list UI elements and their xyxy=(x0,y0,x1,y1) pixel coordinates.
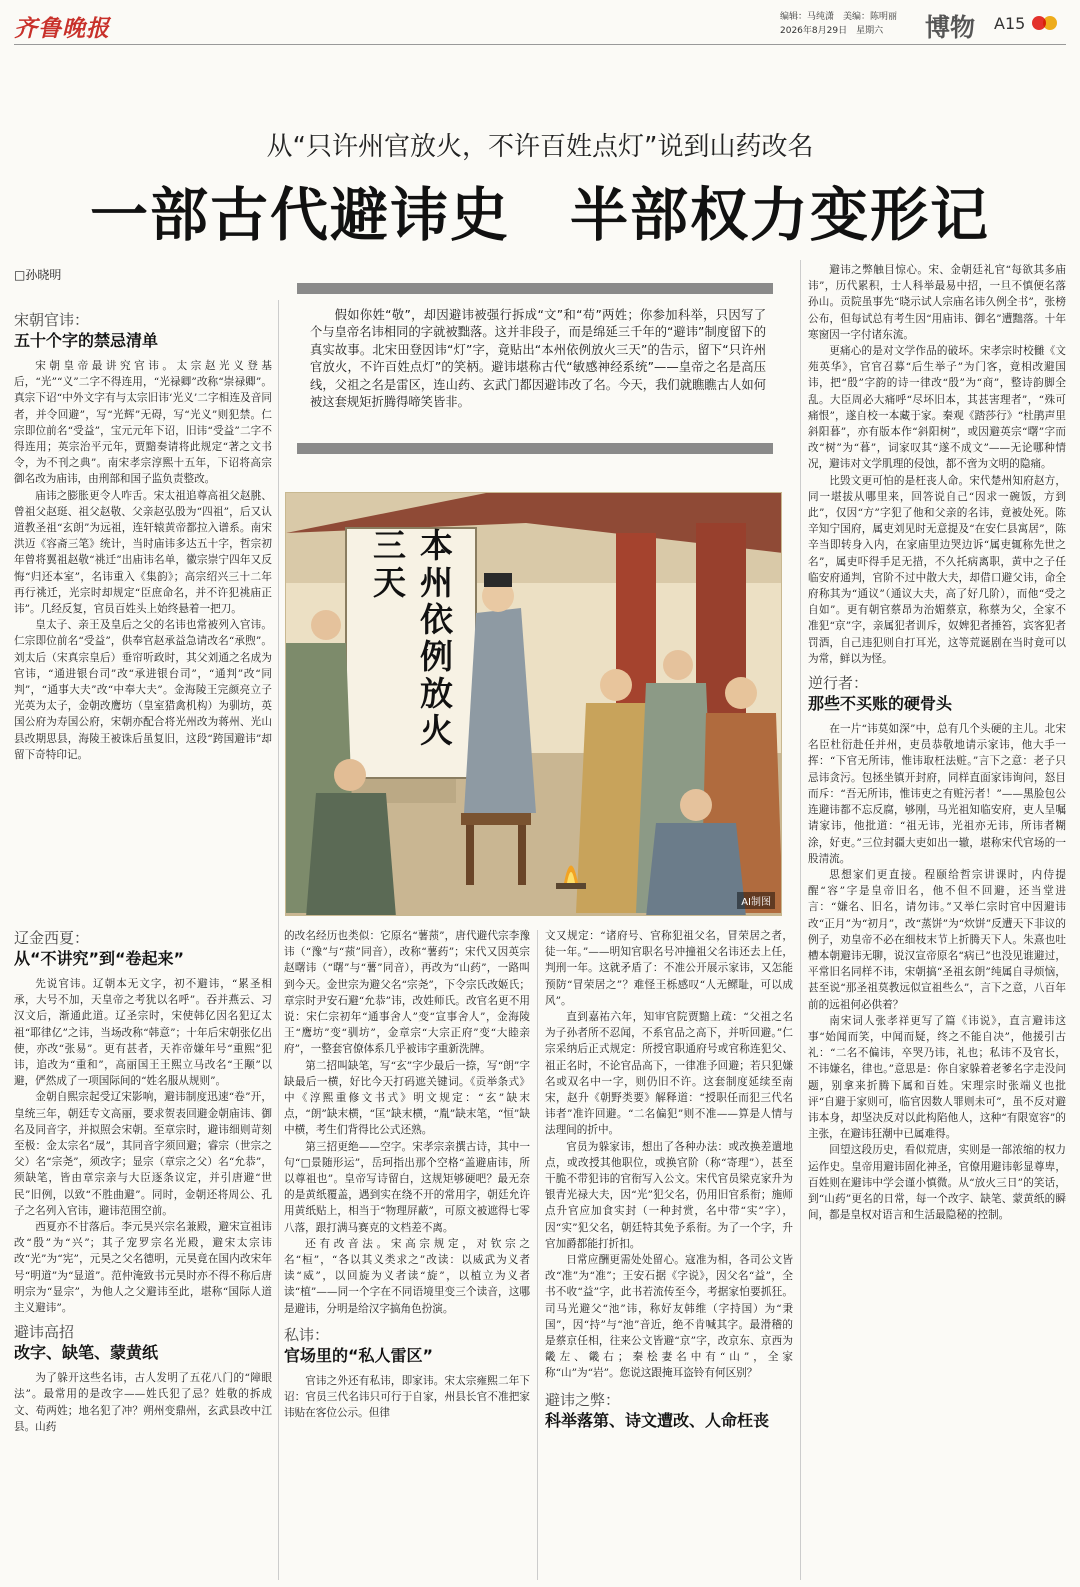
lead-top-bar xyxy=(297,283,773,294)
paragraph: 回望这段历史，看似荒唐，实则是一部浓缩的权力运作史。皇帝用避讳固化神圣，官僚用避讳彰显尊卑，百姓则在避讳中学会谨小慎微。从“放火三日”的笑话，到“山药”更名的日常，每一个改字、缺笔、蒙黄纸的瞬间，都是皇权对语言和生活最隐秘的控制。 xyxy=(808,1144,1066,1222)
column-1 xyxy=(14,310,272,763)
header-divider xyxy=(14,44,1066,45)
column-2 xyxy=(284,928,530,1421)
article-subheadline: 从“只许州官放火，不许百姓点灯”说到山药改名 xyxy=(266,132,814,162)
illustration-caption: AI制图 xyxy=(737,892,775,909)
section-title: 五十个字的禁忌清单 xyxy=(14,331,159,350)
paragraph: 文又规定：“诸府号、官称犯祖父名，冒荣居之者，徒一年。”——明知官职名号冲撞祖父名讳还去上任，判刑一年。这就矛盾了：不准公开展示家讳，又怎能预防“冒荣居之”？难怪王栎感叹“人无鳏耻，可以成风”。 xyxy=(545,930,793,1007)
section-title: 从“不讲究”到“卷起来” xyxy=(14,949,185,968)
paragraph: 庙讳之膨胀更令人咋舌。宋太祖追尊高祖父赵朓、曾祖父赵珽、祖父赵敬、父亲赵弘殷为“四祖”，后又认道教圣祖“玄朗”为远祖，连轩辕黄帝都拉入谱系。南宋洪迈《容斋三笔》统计，当时庙讳多达五十字，哲宗初年曾将翼祖赵敬“祧迁”出庙讳名单，徽宗崇宁四年又反悔“归还本室”，名讳重入《集韵》；高宗绍兴三十二年再行祧迁，光宗时却规定“臣庶命名，并不许犯祧庙正讳”。几经反复，官员百姓头上始终悬着一把刀。 xyxy=(14,489,272,616)
edition-info xyxy=(780,10,897,38)
article-headline: 一部古代避讳史 半部权力变形记 xyxy=(89,181,990,249)
paragraph: 避讳之弊触目惊心。宋、金朝廷礼官“每欲其多庙讳”，历代累积，士人科举最易中招，一旦不慎便名落孙山。贡院虽事先“晓示试人宗庙名讳久例全书”，张榜公布，但每试总有考生因“用庙讳、御名”遭黜落。十年寒窗因一字付诸东流。 xyxy=(808,264,1066,341)
lead-paragraph xyxy=(310,307,766,411)
paragraph: 直到嘉祐六年，知审官院贾黯上疏：“父祖之名为子孙者所不忍闻，不系官品之高下，并听回避。”仁宗采纳后正式规定：所授官职通府号或官称连犯父、祖正名时，不论官品高下，一律准予回避；若只犯嫌名或双名中一字，则仍旧不许。这套制度延续至南宋，赵升《朝野类要》解释道：“授职任而犯三代名讳者”准许回避。“二名偏犯”则不准——算是人情与法理间的折中。 xyxy=(545,1011,793,1137)
column-divider xyxy=(800,260,801,1580)
section-title: 官场里的“私人雷区” xyxy=(284,1345,434,1365)
paragraph: 比毁文更可怕的是枉丧人命。宋代楚州知府赵方，同一堪拔从哪里来，回答说自己“因求一碗饭，方到此”，仅因“方”字犯了他和父亲的名讳，竟被处死。陈辛知宁国府，属吏刘见时无意提及“在安仁县寓居”，陈辛当即转身入内，在家庙里边哭边诉“属吏辄称先世之名”，属吏吓得手足无措，不久托病离职，黄中之子任临安府通判，官阶不过中散大夫，却借口避父讳，命全府称其为“通议”（通议大夫，高了好几阶），而他“受之自如”。更有朝官蔡昂为治媚蔡京，称蔡为父，全家不准犯“京”字，亲属犯者训斥，奴婢犯者捶笞，宾客犯者罚酒，自己违犯则自打耳光，这等荒诞剧在当时竟可以为常，鲜以为怪。 xyxy=(808,474,1066,665)
section-label: 避讳之弊： xyxy=(545,1390,621,1409)
column-3 xyxy=(545,928,793,1438)
paragraph: 宋朝皇帝最讲究官讳。太宗赵光义登基后，“光”“义”二字不得连用，“光禄卿”改称“崇禄卿”。真宗下诏“中外文字有与太宗旧讳‘光义’二字相连及音同者，并令回避”，写“光辉”无碍，写“光义”则犯禁。仁宗即位前名“受益”，宝元元年下诏，旧讳“受益”二字不得连用；英宗治平元年，贾黯奏请将此规定“著之文书令，为不刊之典”。南宋孝宗淳熙十五年，下诏将高宗御名改为庙讳，由刑部和国子监负责整改。 xyxy=(14,360,272,486)
page-number: A15 xyxy=(994,14,1026,33)
paragraph: 南宋词人张孝祥更写了篇《讳说》，直言避讳这事“始闻而笑，中闻而疑，终之不能自决”，他援引古礼：“二名不偏讳，卒哭乃讳，礼也；私讳不及官长，不讳嫌名，律也。”意思是：你自家躲着老爹名字走没问题，别拿来折腾下属和百姓。宋理宗时张端义也批评“自避于家则可，临官因数人罪则未可”，虽不反对避讳本身，却坚决反对以此构陷他人，这种“有限宽容”的主张，在避讳狂潮中已属难得。 xyxy=(808,1014,1066,1141)
section-title: 那些不买账的硬骨头 xyxy=(808,694,953,714)
lead-bottom-bar xyxy=(297,443,773,454)
newspaper-logo: 齐鲁晚报 xyxy=(14,16,110,42)
byline: □孙晓明 xyxy=(14,268,62,282)
paragraph: 西夏亦不甘落后。李元昊兴宗名兼殿，避宋宣祖讳改“殷”为“兴”；其子宠罗宗名光殿，避宋太宗讳改“光”为“宪”，元昊之父名德明，元昊竟在国内改宋年号“明道”为“显道”。范仲淹致书元昊时亦不得不称后唐明宗为“显宗”，为他人之父避讳至此，堪称“国际人道主义避讳”。 xyxy=(14,1221,272,1315)
section-label: 避讳高招 xyxy=(14,1323,75,1342)
paragraph: 金朝自熙宗起受辽宋影响，避讳制度迅速“卷”开，皇统三年，朝廷专文高丽，要求贺表回避金朝庙讳、御名及同音字，并拟照会宋朝。至章宗时，避讳细则苛刻至极：金太宗名“晟”，其同音字须回避；睿宗（世宗之父）名“宗尧”，须改字；显宗（章宗之父）名“允恭”，须缺笔，皆由章宗亲与大臣逐条议定，并引唐避“世民”旧例，以致“不胜曲避”。同时，金朝还将周公、孔子之名列入官讳，避讳范围空前。 xyxy=(14,1091,272,1217)
paragraph: 第三招更绝——空字。宋孝宗亲撰古诗，其中一句“□景随形运”，岳珂指出那个空格“盖避庙讳，所以尊祖也”。皇帝写诗留白，这规矩够硬吧？最无奈的是黄纸覆盖，遇到实在绕不开的常用字，朝廷允许用黄纸贴上，相当于“物理屏蔽”，可原文被遮得七零八落，跟打满马赛克的文档差不离。 xyxy=(284,1140,530,1234)
paragraph: 皇太子、亲王及皇后之父的名讳也常被列入官讳。仁宗即位前名“受益”，供奉官赵承益急请改名“承煦”。刘太后（宋真宗皇后）垂帘听政时，其父刘通之名成为官讳，“通进银台司”改“承进银台司”，“通判”改“同判”，“通事大夫”改“中奉大夫”。金海陵王完颜亮立子光英为太子，金朝改鹰坊（皇室猎禽机构）为驯坊，英国公府为寿国公府，宋朝亦配合将光州改为蒋州、光山县改期思县，海陵王被诛后虽复旧，这段“跨国避讳”却留下奇特印记。 xyxy=(14,619,272,761)
paragraph: 先说官讳。辽朝本无文字，初不避讳，“累圣相承，大号不加，天皇帝之考犹以名呼”。吞并燕云、习汉文后，渐通此道。辽圣宗时，宋使韩亿因名犯辽太祖“耶律亿”之讳，当场改称“韩意”；十年后宋朝张亿出使，亦改“张易”。更有甚者，天祚帝嫌年号“重熙”犯讳，追改为“重和”，高丽国王王熙立马改名“王颙”以避，俨然成了一项国际间的“姓名服从规则”。 xyxy=(14,978,272,1088)
section-dot-icon xyxy=(1043,16,1057,30)
column-divider xyxy=(278,300,279,1580)
column-4 xyxy=(808,262,1066,1223)
issue-date: 2026年8月29日 星期六 xyxy=(780,26,884,36)
paragraph: 更痛心的是对文学作品的破坏。宋孝宗时校雠《文苑英华》，官官召募“后生举子”为门客，竟相改避国讳，把“殷”字韵的诗一律改“殷”为“商”，整诗韵脚全乱。大臣周必大痛呼“尽坏旧本，其甚害理者”，“殊可痛恨”，遂自校一本藏于家。秦观《踏莎行》“杜鹃声里斜阳暮”，亦有版本作“斜阳树”，或因避英宗“曙”字而改“树”为“暮”，词家叹其“遂不成文”——无论哪种情况，避讳对文学肌理的侵蚀，都不啻为文明的隐痛。 xyxy=(808,345,1066,471)
paragraph: 还有改音法。宋高宗规定，对钦宗之名“桓”，“各以其义类求之”改读：以威武为义者读“威”，以回旋为义者读“旋”，以植立为义者读“植”——同一个字在不同语境里变三个读音，这哪是避讳，分明是给汉字搞角色扮演。 xyxy=(284,1237,530,1315)
paragraph: 官讳之外还有私讳，即家讳。宋太宗雍熙二年下诏：官员三代名讳只可行于自家，州县长官不准把家讳贴在客位公示。但律 xyxy=(284,1374,530,1420)
paragraph: 日常应酬更需处处留心。寇准为相，各司公文皆改“准”为“准”；王安石据《字说》，因父名“益”，全书不收“益”字，此书若流传至今，考据家怕要抓狂。司马光避父“池”讳，称好友韩维（字持国）为“秉国”，因“持”与“池”音近，绝不肯喊其字。最滑稽的是蔡京任相，往来公文皆避“京”字，改京东、京西为畿左、畿右；秦桧妻名中有“山”，全家称“山”为“岩”。您说这跟掩耳盗铃有何区别？ xyxy=(545,1254,793,1380)
paragraph: 第二招叫缺笔，写“玄”字少最后一捺，写“朗”字缺最后一横，好比今天打码遮关键词。《贡举条式》中《淳熙重修文书式》明文规定：“玄”缺末点，“朗”缺末横，“匡”缺末横，“胤”缺末笔，“恒”缺中横，考生们背得比公式还熟。 xyxy=(284,1059,530,1137)
section-label: 私讳： xyxy=(284,1325,330,1344)
paragraph: 在一片“讳莫如深”中，总有几个头硬的主儿。北宋名臣杜衍赴任并州，吏员恭敬地请示家讳，他大手一挥：“下官无所讳，惟讳取枉法赃。”言下之意：老子只忌讳贪污。包拯坐镇开封府，同样直面家讳询问，怒目而斥：“吾无所讳，惟讳吏之有赃污者！”——黑脸包公连避讳都不忘反腐，够刚，马光祖知临安府，吏人呈嘱请家讳，他批道：“祖无讳，光祖亦无讳，所讳者糊涂，好吏。”三位封疆大吏如出一辙，堪称宋代官场的一股清流。 xyxy=(808,723,1066,865)
article-illustration xyxy=(285,492,782,916)
section-name: 博物 xyxy=(925,13,976,42)
paragraph: 思想家们更直接。程颐给哲宗讲课时，内侍提醒“容”字是皇帝旧名，他不但不回避，还当堂进言：“嫌名、旧名，请勿讳。”又举仁宗时官中因避讳改“正月”为“初月”，改“蒸饼”为“炊饼”反遭天下非议的例子，劝皇帝不必在细枝末节上折腾天下人。朱熹也吐槽本朝避讳无聊，说汉宣帝原名“病已”也没见谁避过，平常旧名同样不讳，宋朝搞“圣祖玄朗”纯属自寻烦恼，甚至说“那圣祖莫教远似宣祖些么”，言下之意，八百年前的远祖何必供着？ xyxy=(808,868,1066,1011)
notice-board xyxy=(346,528,476,778)
section-label: 宋朝官讳： xyxy=(14,311,90,329)
section-label: 逆行者： xyxy=(808,674,869,693)
paragraph: 的改名经历也类似：它原名“薯蓣”，唐代避代宗李豫讳（“豫”与“蓣”同音），改称“薯药”；宋代又因英宗赵曙讳（“曙”与“薯”同音），再改为“山药”，一路叫到今天。金世宗为避父名“宗尧”，下令宗氏改姬氏；章宗时尹安石避“允恭”讳，改姓师氏。改官名更不用说：宋仁宗初年“通事舍人”变“宣事舍人”，金海陵王“鹰坊”变“驯坊”，金章宗“大宗正府”变“大睦亲府”，一整套官僚体系几乎被讳字重新洗牌。 xyxy=(284,930,530,1056)
notice-text: 本州依例放火三天 xyxy=(368,528,454,750)
lead-text: 假如你姓“敬”，却因避讳被强行拆成“文”和“苟”两姓；你参加科举，只因写了个与皇帝名讳相同的字就被黜落。这并非段子，而是绵延三千年的“避讳”制度留下的真实故事。北宋田登因讳“灯”字，竟贴出“本州依例放火三天”的告示，留下“只许州官放火，不许百姓点灯”的笑柄。避讳堪称古代“敏感神经系统”——皇帝之名是高压线，父祖之名是雷区，连山药、玄武门都因避讳改了名。今天，我们就瞧瞧古人如何被这套规矩折腾得啼笑皆非。 xyxy=(310,308,766,410)
section-title: 改字、缺笔、蒙黄纸 xyxy=(14,1343,159,1363)
column-1-lower xyxy=(14,928,272,1435)
paragraph: 官员为躲家讳，想出了各种办法：或改换差遣地点，或改授其他职位，或换官阶（称“寄理”），甚至干脆不带犯讳的官衔写入公文。宋代官员梁克家升为银青光禄大夫，因“光”犯父名，仍用旧官系衔；施师点升官应加食实封（一种封赏，名中带“实”字），因“实”犯父名，朝廷特其免予系衔。为了一个字，升官加爵都能打折扣。 xyxy=(545,1140,793,1250)
section-label: 辽金西夏： xyxy=(14,929,90,947)
editor-credit: 编辑：马纯潇 美编：陈明丽 xyxy=(780,12,898,22)
paragraph: 为了躲开这些名讳，古人发明了五花八门的“障眼法”。最常用的是改字——姓氏犯了忌？姓敬的拆成文、苟两姓；地名犯了冲？朔州变鼎州，玄武县改中江县。山药 xyxy=(14,1372,272,1433)
column-divider xyxy=(537,930,538,1580)
section-title: 科举落第、诗文遭改、人命枉丧 xyxy=(545,1410,770,1430)
